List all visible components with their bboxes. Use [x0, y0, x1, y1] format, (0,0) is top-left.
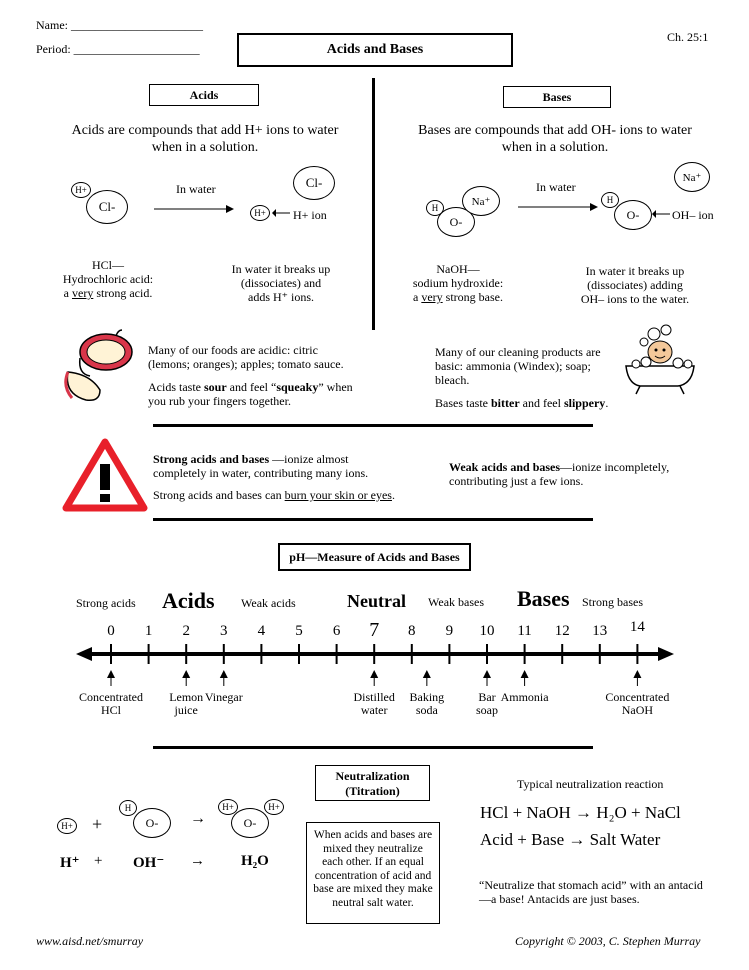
bases-taste-text: Bases taste bitter and feel slippery.: [435, 396, 609, 410]
ph-number-13: 13: [592, 623, 608, 639]
naoh-description: NaOH— sodium hydroxide: a very strong base.: [412, 262, 504, 304]
separator-2: [153, 518, 593, 521]
ph-marker-label: Concentrated HCl: [79, 690, 143, 717]
ph-marker-arrow-7: [633, 670, 641, 678]
ph-axis-right-arrow: [658, 647, 674, 661]
acids-dissociation: In water it breaks up (dissociates) and adds H⁺ ions.: [231, 262, 331, 304]
warning-icon: [62, 438, 148, 512]
ph-number-11: 11: [517, 623, 532, 639]
na-ion: Na⁺: [674, 162, 710, 192]
neut-water-h2: H+: [264, 799, 284, 815]
bathtub-icon: [622, 322, 702, 398]
ph-marker-label: Bar soap: [476, 690, 498, 717]
acids-taste-text: Acids taste sour and feel “squeaky” when you rub your fingers together.: [148, 380, 353, 408]
eq-h-plus: H⁺: [60, 855, 80, 871]
antacid-text: “Neutralize that stomach acid” with an antacid—a base! Antacids are just bases.: [479, 878, 703, 906]
ph-marker-label: Lemon juice: [169, 690, 204, 717]
eq-h2o: H₂O: [241, 853, 269, 869]
acids-arrow-label: In water: [176, 182, 216, 196]
footer-url: www.aisd.net/smurray: [36, 934, 144, 948]
oh-ion-arrow: [652, 209, 672, 219]
ph-marker-label: Baking soda: [409, 690, 445, 717]
neutralization-title: Neutralization (Titration): [315, 765, 430, 801]
o-atom: O-: [437, 207, 475, 237]
neutral-label: Neutral: [347, 591, 406, 611]
acids-definition: Acids are compounds that add H+ ions to water when in a solution.: [71, 123, 339, 155]
ph-number-0: 0: [107, 623, 115, 639]
separator-1: [153, 424, 593, 427]
ph-number-1: 1: [144, 623, 153, 639]
ph-number-2: 2: [182, 623, 190, 639]
acids-arrow: [154, 204, 234, 214]
cl-atom: Cl-: [86, 190, 128, 224]
na-atom: Na⁺: [462, 186, 500, 216]
strong-acids-label: Strong acids: [76, 596, 136, 610]
ph-marker-label: Vinegar: [204, 690, 243, 704]
ph-marker-arrow-0: [107, 670, 115, 678]
ph-number-7: 7: [369, 619, 380, 641]
cl-ion: Cl-: [293, 166, 335, 200]
strong-acids-bases-text: Strong acids and bases —ionize almost completely in water, contributing many ions.: [153, 452, 369, 480]
bases-arrow-label: In water: [536, 180, 576, 194]
reaction-formula: HCl + NaOH → H₂O + NaCl: [480, 803, 681, 822]
ph-scale-line: [0, 614, 749, 734]
ph-marker-label: Ammonia: [500, 690, 549, 704]
neut-plus-sign: +: [92, 814, 103, 834]
oh-ion-label: OH– ion: [672, 208, 714, 222]
neut-water-h1: H+: [218, 799, 238, 815]
ph-number-8: 8: [408, 623, 416, 639]
bases-heading: Bases: [503, 86, 611, 108]
h-atom: H+: [71, 182, 91, 198]
ph-marker-label: Distilled water: [353, 690, 395, 717]
bases-dissociation: In water it breaks up (dissociates) adding OH– ions to the water.: [580, 264, 690, 306]
cleaning-products-text: Many of our cleaning products are basic: ammonia (Windex); soap; bleach.: [435, 345, 601, 387]
weak-acids-bases-text: Weak acids and bases—ionize incompletely, contributing just a few ions.: [449, 460, 670, 488]
acidic-foods-text: Many of our foods are acidic: citric (lemons; oranges); apples; tomato sauce.: [148, 343, 344, 371]
o-ion: O-: [614, 200, 652, 230]
bases-arrow: [518, 202, 598, 212]
h-atom-base: H: [426, 200, 444, 216]
period-field: Period: _____________________: [36, 42, 200, 56]
eq-plus: +: [94, 853, 103, 869]
apple-icon: [60, 330, 140, 406]
separator-3: [153, 746, 593, 749]
weak-acids-label: Weak acids: [241, 596, 296, 610]
weak-bases-label: Weak bases: [428, 595, 485, 609]
typical-reaction-label: Typical neutralization reaction: [517, 777, 664, 791]
neut-h-atom: H: [119, 800, 137, 816]
ph-number-5: 5: [295, 623, 303, 639]
ph-marker-arrow-3: [370, 670, 378, 678]
reaction-words: Acid + Base → Salt Water: [480, 830, 661, 849]
ph-marker-arrow-2: [220, 670, 228, 678]
hcl-description: HCl— Hydrochloric acid: a very strong acid.: [62, 258, 154, 300]
ph-marker-arrow-5: [483, 670, 491, 678]
ph-number-12: 12: [554, 623, 570, 639]
ph-axis-left-arrow: [76, 647, 92, 661]
neutralization-explanation: When acids and bases are mixed they neutralize each other. If an equal concentration of acid and base are mixed they make neutral salt water.: [306, 822, 440, 924]
page-title: Acids and Bases: [237, 33, 513, 67]
h-atom-ion: H: [601, 192, 619, 208]
bases-definition: Bases are compounds that add OH- ions to water when in a solution.: [418, 123, 692, 155]
ph-marker-arrow-1: [182, 670, 190, 678]
neut-h-plus: H+: [57, 818, 77, 834]
ph-number-10: 10: [479, 623, 495, 639]
eq-arrow: →: [190, 853, 205, 869]
center-divider: [372, 78, 375, 330]
ph-number-9: 9: [445, 623, 454, 639]
ph-number-4: 4: [257, 623, 266, 639]
burn-warning-text: Strong acids and bases can burn your skin or eyes.: [153, 488, 395, 502]
ph-number-6: 6: [332, 623, 341, 639]
ph-number-3: 3: [220, 623, 228, 639]
ph-marker-arrow-6: [521, 670, 529, 678]
neut-arrow: →: [190, 810, 206, 827]
ph-marker-label: Concentrated NaOH: [605, 690, 670, 717]
ph-number-14: 14: [629, 619, 645, 635]
strong-bases-label: Strong bases: [582, 595, 643, 609]
ph-marker-arrow-4: [423, 670, 431, 678]
chapter-label: Ch. 25:1: [667, 30, 709, 44]
bases-scale-label: Bases: [517, 586, 570, 611]
acids-heading: Acids: [149, 84, 259, 106]
name-field: Name: ______________________: [36, 18, 203, 32]
footer-copyright: Copyright © 2003, C. Stephen Murray: [515, 934, 701, 948]
acids-scale-label: Acids: [162, 588, 215, 613]
neut-water-o: O-: [231, 808, 269, 838]
eq-oh: OH⁻: [133, 855, 165, 871]
h-ion: H+: [250, 205, 270, 221]
h-ion-label: H+ ion: [293, 208, 327, 222]
neut-o-atom: O-: [133, 808, 171, 838]
h-ion-arrow: [272, 208, 292, 218]
ph-title: pH—Measure of Acids and Bases: [278, 543, 471, 571]
